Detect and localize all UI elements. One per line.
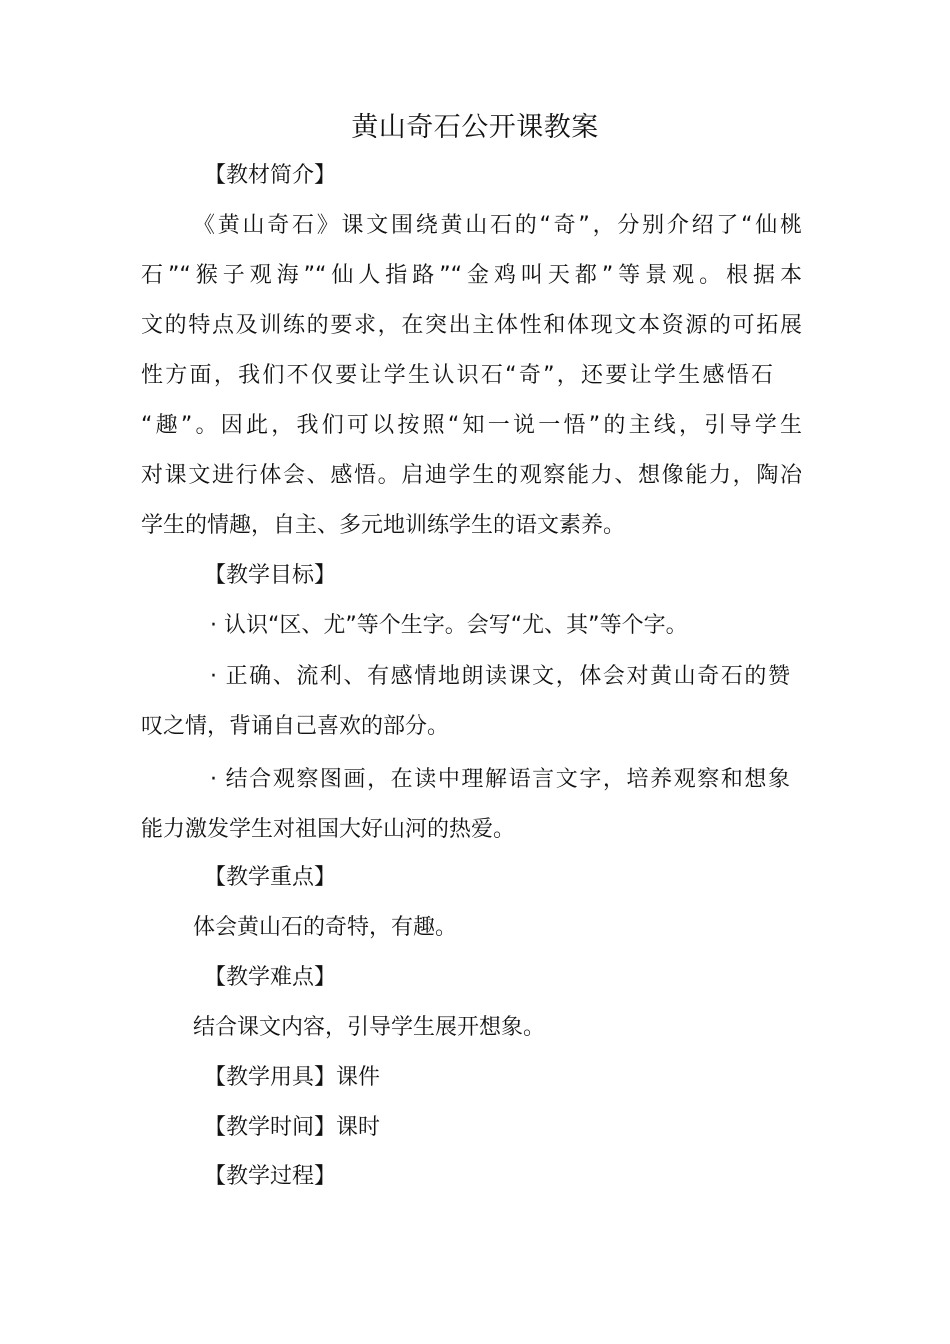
- goal-1: · 认识“区、尤”等个生字。会写“尤、其”等个字。: [210, 613, 688, 638]
- document-title: 黄山奇石公开课教案: [351, 112, 599, 143]
- intro-line-3: 文的特点及训练的要求，在突出主体性和体现文本资源的可拓展: [141, 313, 802, 338]
- section-heading-process: 【教学过程】: [204, 1164, 337, 1189]
- goal-2-line-2: 叹之情，背诵自己喜欢的部分。: [141, 714, 450, 739]
- intro-line-2: 石”“猴子观海”“仙人指路”“金鸡叫天都”等景观。根据本: [141, 263, 802, 288]
- intro-line-7: 学生的情趣，自主、多元地训练学生的语文素养。: [141, 513, 626, 538]
- difficulties-text: 结合课文内容，引导学生展开想象。: [193, 1015, 546, 1040]
- section-heading-difficulties: 【教学难点】: [204, 965, 337, 990]
- intro-line-1: 《黄山奇石》课文围绕黄山石的“奇”，分别介绍了“仙桃: [193, 213, 802, 238]
- section-heading-key-points: 【教学重点】: [204, 865, 337, 890]
- intro-line-6: 对课文进行体会、感悟。启迪学生的观察能力、想像能力，陶冶: [141, 463, 802, 488]
- teaching-time-line: 【教学时间】课时: [204, 1115, 381, 1140]
- intro-line-4: 性方面，我们不仅要让学生认识石“奇”，还要让学生感悟石: [141, 363, 773, 388]
- section-heading-goals: 【教学目标】: [204, 563, 337, 588]
- section-heading-intro: 【教材简介】: [204, 163, 337, 188]
- teaching-tools-line: 【教学用具】课件: [204, 1065, 381, 1090]
- key-points-text: 体会黄山石的奇特，有趣。: [193, 915, 458, 940]
- intro-line-5: “趣”。因此，我们可以按照“知一说一悟”的主线，引导学生: [141, 413, 802, 438]
- goal-2-line-1: · 正确、流利、有感情地朗读课文，体会对黄山奇石的赞: [210, 664, 790, 689]
- goal-3-line-2: 能力激发学生对祖国大好山河的热爱。: [141, 817, 516, 842]
- goal-3-line-1: · 结合观察图画，在读中理解语言文字，培养观察和想象: [210, 767, 790, 792]
